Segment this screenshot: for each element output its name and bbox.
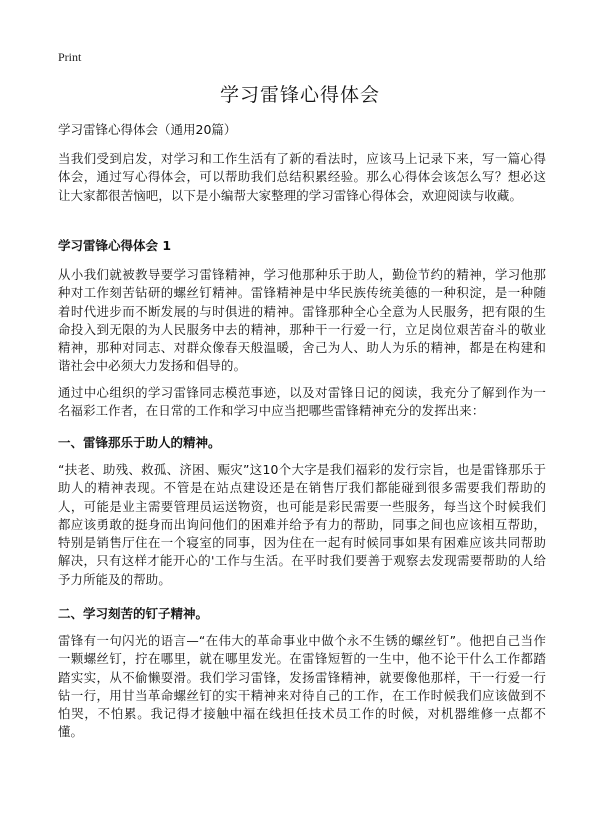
point1-heading: 一、雷锋那乐于助人的精神。 bbox=[58, 435, 221, 450]
point2-heading: 二、学习刻苦的钉子精神。 bbox=[58, 606, 209, 621]
print-link[interactable]: Print bbox=[58, 50, 82, 64]
document-subtitle: 学习雷锋心得体会（通用20篇） bbox=[58, 122, 237, 137]
point1-paragraph: “扶老、助残、救孤、济困、赈灾”这10个大字是我们福彩的发行宗旨，也是雷锋那乐于助人的精神表现。不管是在站点建设还是在销售厅我们都能碰到很多需要我们帮助的人，可能是业主需要管理员运送物资，也可能是彩民需要一些服务，每当这个时候我们都应该勇敢的挺身而出询问他们的困难并给予有力的帮助，同事之间也应该相互帮助，特别是销售厅住在一个寝室的同事，因为住在一起有时候同事如果有困难应该共同帮助解决，只有这样才能开心的'工作与生活。在平时我们要善于观察去发现需要帮助的人给予力所能及的帮助。 bbox=[58, 462, 546, 587]
section1-paragraph-2: 通过中心组织的学习雷锋同志模范事迹，以及对雷锋日记的阅读，我充分了解到作为一名福彩工作者，在日常的工作和学习中应当把哪些雷锋精神充分的发挥出来： bbox=[58, 385, 546, 419]
section-heading-1: 学习雷锋心得体会 1 bbox=[58, 238, 172, 253]
page-title: 学习雷锋心得体会 bbox=[219, 84, 380, 106]
section1-paragraph-1: 从小我们就被教导要学习雷锋精神，学习他那种乐于助人，勤俭节约的精神，学习他那种对工作刻苦钻研的螺丝钉精神。雷锋精神是中华民族传统美德的一种积淀，是一种随着时代进步而不断发展的与时俱进的精神。雷锋那种全心全意为人民服务，把有限的生命投入到无限的为人民服务中去的精神，那种干一行爱一行，立足岗位艰苦奋斗的敬业精神，那种对同志、对群众像春天般温暖，舍己为人、助人为乐的精神，都是在构建和谐社会中必须大力发扬和倡导的。 bbox=[58, 267, 546, 374]
intro-paragraph: 当我们受到启发，对学习和工作生活有了新的看法时，应该马上记录下来，写一篇心得体会，通过写心得体会，可以帮助我们总结积累经验。那么心得体会该怎么写？想必这让大家都很苦恼吧，以下是小编帮大家整理的学习雷锋心得体会，欢迎阅读与收藏。 bbox=[58, 151, 546, 203]
point2-paragraph: 雷锋有一句闪光的语言—“在伟大的革命事业中做个永不生锈的螺丝钉”。他把自己当作一颗螺丝钉，拧在哪里，就在哪里发光。在雷锋短暂的一生中，他不论干什么工作都踏踏实实，从不偷懒耍滑。我们学习雷锋，发扬雷锋精神，就要像他那样，干一行爱一行钻一行，用甘当革命螺丝钉的实干精神来对待自己的工作，在工作时候我们应该做到不怕哭，不怕累。我记得才接触中福在线担任技术员工作的时候，对机器维修一点都不懂。 bbox=[58, 633, 546, 740]
